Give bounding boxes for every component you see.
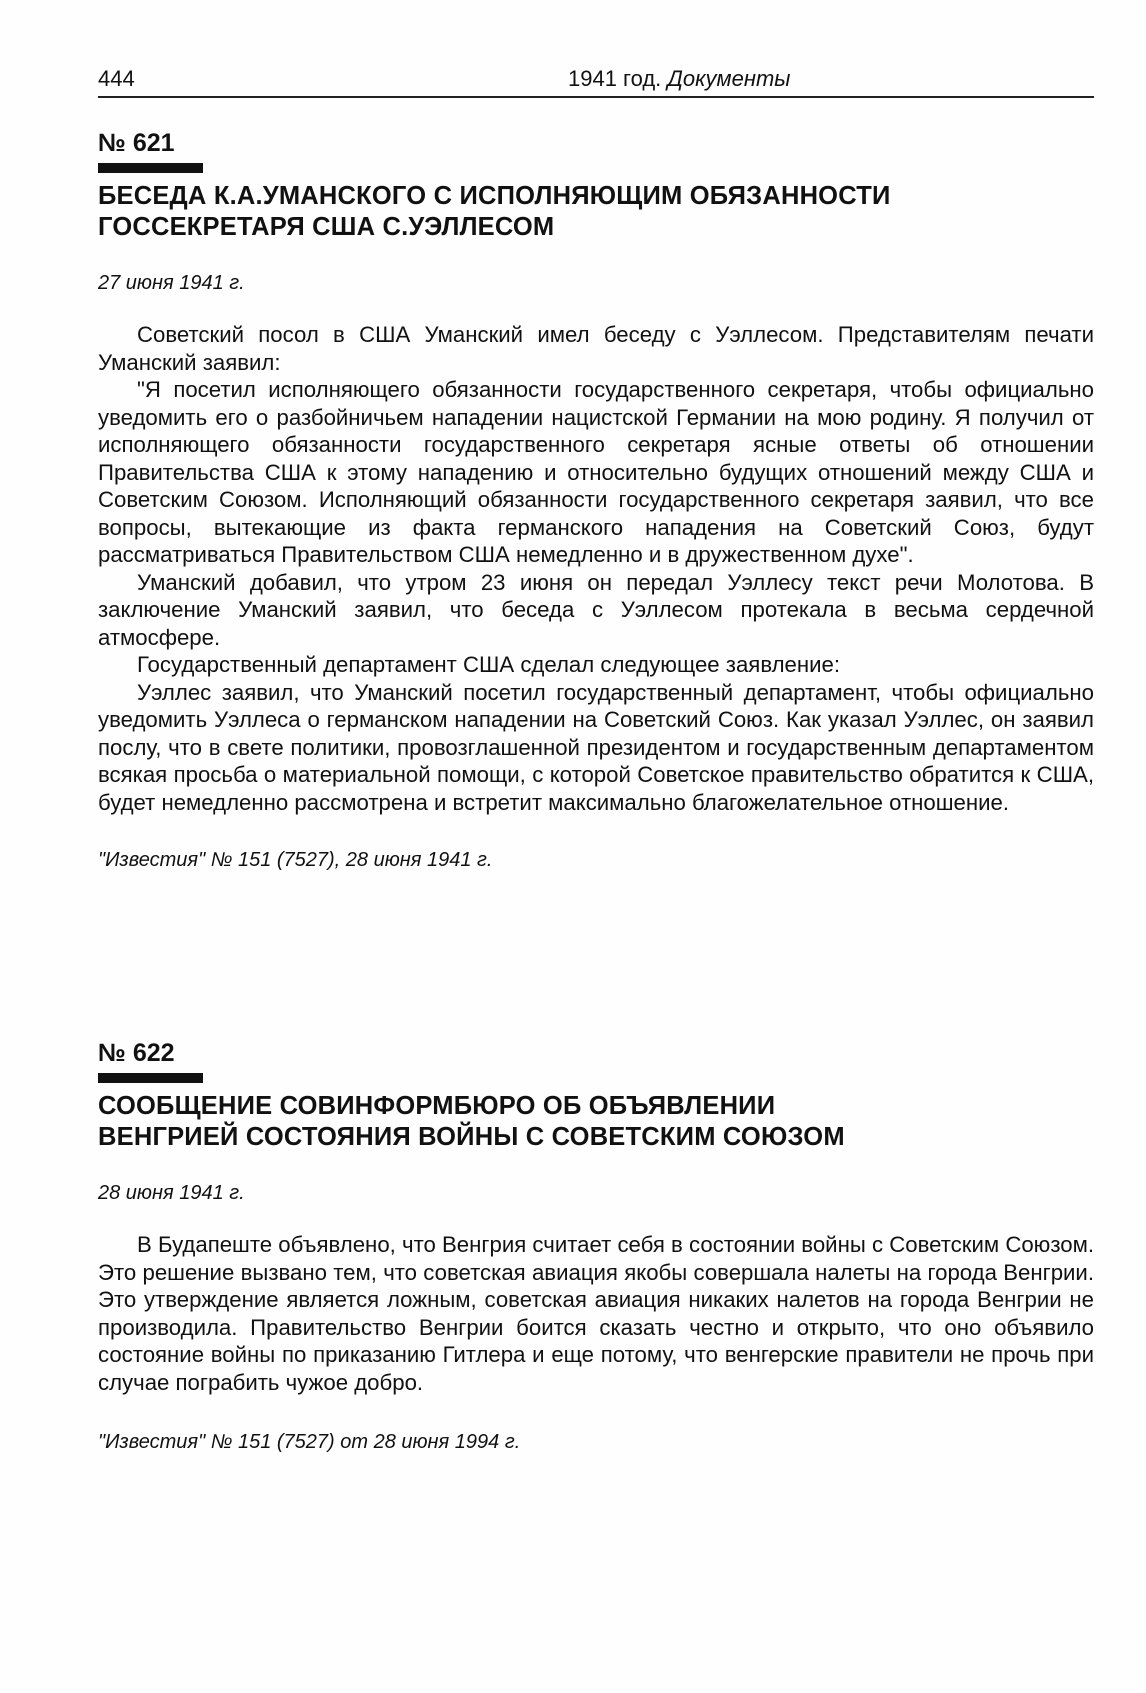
body-paragraph: Советский посол в США Уманский имел беседу с Уэллесом. Представителям печати Уманский заявил: [98, 322, 1094, 375]
document-number: № 622 [98, 1039, 175, 1067]
document-622 [98, 1038, 1094, 1454]
document-title [98, 181, 1094, 243]
document-title-line: ВЕНГРИЕЙ СОСТОЯНИЯ ВОЙНЫ С СОВЕТСКИМ СОЮЗОМ [98, 1123, 845, 1151]
document-body [98, 321, 1094, 816]
document-title-line: ГОССЕКРЕТАРЯ США С.УЭЛЛЕСОМ [98, 213, 555, 241]
document-source: "Известия" № 151 (7527), 28 июня 1941 г. [98, 849, 493, 871]
document-date: 28 июня 1941 г. [98, 1182, 245, 1204]
document-title-line: СООБЩЕНИЕ СОВИНФОРМБЮРО ОБ ОБЪЯВЛЕНИИ [98, 1092, 776, 1120]
body-paragraph: Уманский добавил, что утром 23 июня он передал Уэллесу текст речи Молотова. В заключение Уманский заявил, что беседа с Уэллесом протекала в весьма сердечной атмосфере. [98, 569, 1094, 650]
document-title [98, 1091, 1094, 1153]
document-body [98, 1231, 1094, 1396]
document-number: № 621 [98, 129, 175, 157]
number-underline-bar [98, 163, 203, 173]
body-paragraph: Уэллес заявил, что Уманский посетил государственный департамент, чтобы официально уведомить Уэллеса о германском нападении на Советский Союз. Как указал Уэллес, он заявил послу, что в свете политики, провозглашенной президентом и государственным департаментом всякая просьба о материальной помощи, с которой Советское правительство обратится к США, будет немедленно рассмотрена и встретит максимально благожелательное отношение. [98, 679, 1094, 815]
running-title [568, 66, 790, 92]
running-title-year: 1941 год. [568, 66, 662, 91]
document-621 [98, 128, 1094, 872]
body-paragraph: "Я посетил исполняющего обязанности государственного секретаря, чтобы официально уведомить его о разбойничьем нападении нацистской Германии на мою родину. Я получил от исполняющего обязанности государственного секретаря ясные ответы об отношении Правительства США к этому нападению и относительно будущих отношений между США и Советским Союзом. Исполняющий обязанности государственного секретаря заявил, что все вопросы, вытекающие из факта германского нападения на Советский Союз, будут рассматриваться Правительством США немедленно и в дружественном духе". [98, 377, 1094, 567]
document-source: "Известия" № 151 (7527) от 28 июня 1994 г. [98, 1431, 521, 1453]
document-title-line: БЕСЕДА К.А.УМАНСКОГО С ИСПОЛНЯЮЩИМ ОБЯЗАННОСТИ [98, 182, 891, 210]
running-title-section: Документы [667, 66, 791, 91]
document-date: 27 июня 1941 г. [98, 272, 245, 294]
number-underline-bar [98, 1073, 203, 1083]
page-header [98, 62, 1094, 98]
page-number: 444 [98, 66, 135, 91]
body-paragraph: Государственный департамент США сделал следующее заявление: [137, 652, 841, 677]
body-paragraph: В Будапеште объявлено, что Венгрия считает себя в состоянии войны с Советским Союзом. Это решение вызвано тем, что советская авиация якобы совершала налеты на города Венгрии. Это утверждение является ложным, советская авиация никаких налетов на города Венгрии не производила. Правительство Венгрии боится сказать честно и открыто, что оно объявило состояние войны по приказанию Гитлера и еще потому, что венгерские правители не прочь при случае пограбить чужое добро. [98, 1232, 1094, 1395]
